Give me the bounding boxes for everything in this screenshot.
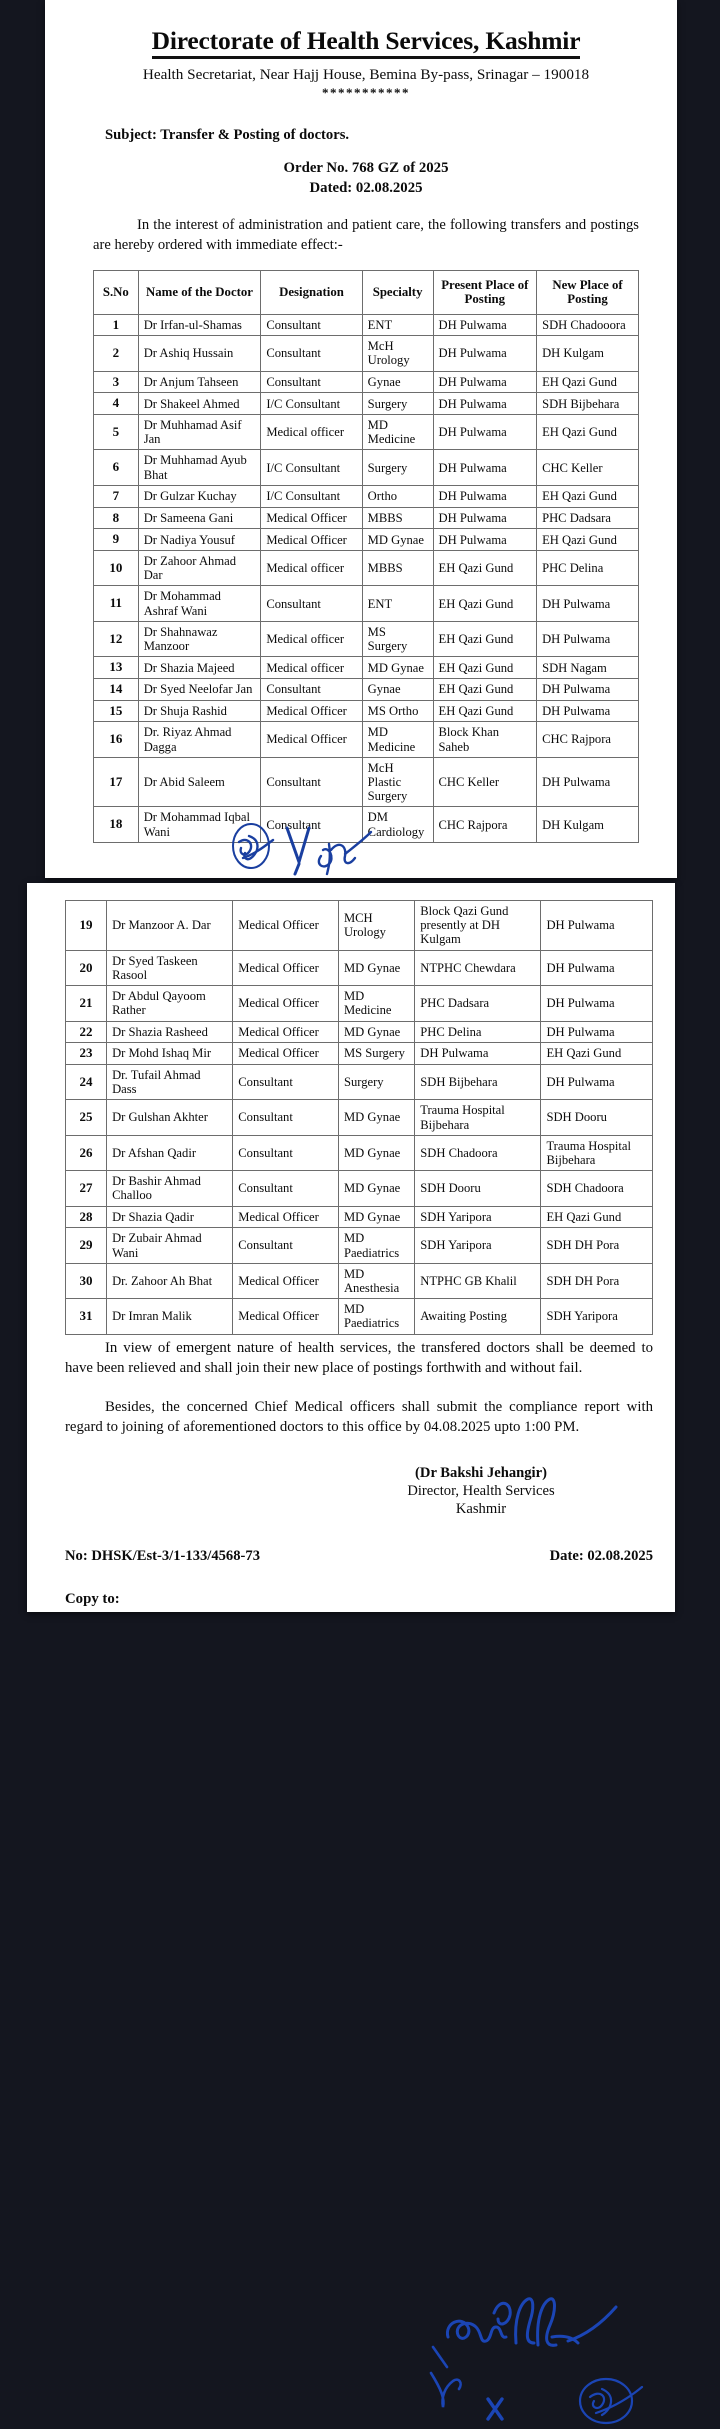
cell-present-posting: EH Qazi Gund [433, 657, 537, 679]
cell-specialty: MD Medicine [362, 722, 433, 757]
cell-present-posting: PHC Dadsara [415, 986, 541, 1021]
cell-designation: Medical Officer [233, 1021, 339, 1043]
table-row [66, 950, 653, 985]
cell-doctor-name: Dr Shahnawaz Manzoor [138, 621, 261, 656]
cell-new-posting: EH Qazi Gund [537, 371, 639, 393]
cell-sno: 26 [66, 1135, 107, 1170]
cell-sno: 9 [94, 529, 139, 551]
cell-new-posting: EH Qazi Gund [537, 485, 639, 507]
cell-specialty: MD Gynae [338, 1100, 414, 1135]
cell-present-posting: SDH Yaripora [415, 1228, 541, 1263]
cell-designation: Medical Officer [261, 700, 362, 722]
cell-new-posting: DH Pulwama [537, 700, 639, 722]
reference-number: No: DHSK/Est-3/1-133/4568-73 [65, 1547, 260, 1564]
cell-specialty: MBBS [362, 550, 433, 585]
cell-specialty: MD Medicine [362, 415, 433, 450]
cell-present-posting: SDH Yaripora [415, 1206, 541, 1228]
cell-sno: 29 [66, 1228, 107, 1263]
cell-designation: Medical Officer [261, 529, 362, 551]
cell-designation: Medical Officer [261, 722, 362, 757]
cell-specialty: ENT [362, 586, 433, 621]
column-header-new-posting: New Place of Posting [537, 270, 639, 314]
cell-new-posting: DH Pulwama [541, 1021, 653, 1043]
cell-present-posting: NTPHC Chewdara [415, 950, 541, 985]
cell-designation: Consultant [261, 757, 362, 807]
cell-designation: Consultant [233, 1135, 339, 1170]
cell-designation: Medical officer [261, 657, 362, 679]
transfer-table-page1 [93, 270, 639, 843]
cell-sno: 2 [94, 336, 139, 371]
cell-specialty: DM Cardiology [362, 807, 433, 842]
cell-specialty: MD Anesthesia [338, 1263, 414, 1298]
cell-present-posting: EH Qazi Gund [433, 586, 537, 621]
cell-specialty: Surgery [362, 393, 433, 415]
asterisk-divider: *********** [322, 85, 410, 101]
cell-present-posting: NTPHC GB Khalil [415, 1263, 541, 1298]
cell-new-posting: Trauma Hospital Bijbehara [541, 1135, 653, 1170]
cell-designation: Consultant [261, 371, 362, 393]
cell-sno: 14 [94, 678, 139, 700]
cell-designation: Medical officer [261, 621, 362, 656]
table-row [94, 807, 639, 842]
cell-doctor-name: Dr Bashir Ahmad Challoo [107, 1171, 233, 1206]
signatory-role: Director, Health Services [407, 1482, 555, 1499]
cell-doctor-name: Dr Shazia Majeed [138, 657, 261, 679]
cell-sno: 7 [94, 485, 139, 507]
transfer-table-page1-wrapper [93, 270, 639, 843]
cell-new-posting: SDH Nagam [537, 657, 639, 679]
order-date: Dated: 02.08.2025 [309, 179, 423, 196]
cell-sno: 5 [94, 415, 139, 450]
cell-doctor-name: Dr Imran Malik [107, 1299, 233, 1334]
transfer-table-page1-body [94, 314, 639, 842]
column-header-sno: S.No [94, 270, 139, 314]
cell-designation: Medical Officer [233, 950, 339, 985]
cell-present-posting: DH Pulwama [433, 336, 537, 371]
cell-specialty: MD Gynae [362, 657, 433, 679]
cell-sno: 31 [66, 1299, 107, 1334]
cell-designation: Consultant [261, 586, 362, 621]
table-row [66, 1100, 653, 1135]
cell-sno: 25 [66, 1100, 107, 1135]
table-row [94, 393, 639, 415]
cell-new-posting: SDH Dooru [541, 1100, 653, 1135]
table-row [66, 1043, 653, 1065]
cell-doctor-name: Dr Abid Saleem [138, 757, 261, 807]
cell-sno: 11 [94, 586, 139, 621]
cell-designation: Consultant [233, 1171, 339, 1206]
cell-specialty: MS Surgery [338, 1043, 414, 1065]
subject-line: Subject: Transfer & Posting of doctors. [105, 127, 350, 144]
cell-specialty: MD Gynae [338, 1135, 414, 1170]
cell-present-posting: DH Pulwama [415, 1043, 541, 1065]
order-number: Order No. 768 GZ of 2025 [283, 160, 449, 177]
cell-designation: Medical Officer [261, 507, 362, 529]
cell-present-posting: SDH Dooru [415, 1171, 541, 1206]
cell-present-posting: EH Qazi Gund [433, 621, 537, 656]
cell-designation: Medical Officer [233, 1263, 339, 1298]
office-address: Health Secretariat, Near Hajj House, Bemina By-pass, Srinagar – 190018 [142, 66, 590, 84]
cell-specialty: Gynae [362, 678, 433, 700]
cell-doctor-name: Dr Shakeel Ahmed [138, 393, 261, 415]
cell-specialty: MD Gynae [338, 1021, 414, 1043]
cell-present-posting: DH Pulwama [433, 485, 537, 507]
cell-new-posting: CHC Rajpora [537, 722, 639, 757]
table-row [94, 485, 639, 507]
cell-new-posting: DH Pulwama [537, 678, 639, 700]
cell-doctor-name: Dr Shazia Qadir [107, 1206, 233, 1228]
cell-doctor-name: Dr. Riyaz Ahmad Dagga [138, 722, 261, 757]
cell-present-posting: Block Khan Saheb [433, 722, 537, 757]
cell-doctor-name: Dr Gulshan Akhter [107, 1100, 233, 1135]
cell-specialty: McH Plastic Surgery [362, 757, 433, 807]
cell-sno: 8 [94, 507, 139, 529]
cell-new-posting: SDH DH Pora [541, 1263, 653, 1298]
cell-specialty: MD Gynae [338, 950, 414, 985]
cell-doctor-name: Dr Sameena Gani [138, 507, 261, 529]
cell-specialty: Ortho [362, 485, 433, 507]
table-row [94, 371, 639, 393]
cell-doctor-name: Dr Manzoor A. Dar [107, 901, 233, 951]
cell-designation: Consultant [261, 336, 362, 371]
cell-new-posting: CHC Keller [537, 450, 639, 485]
table-row [94, 757, 639, 807]
table-row [94, 657, 639, 679]
intro-paragraph: In the interest of administration and patient care, the following transfers and postings are hereby ordered with immediate effect:- [93, 216, 639, 253]
cell-specialty: MD Gynae [338, 1206, 414, 1228]
footer-date: Date: 02.08.2025 [549, 1547, 653, 1564]
cell-specialty: MBBS [362, 507, 433, 529]
cell-present-posting: CHC Rajpora [433, 807, 537, 842]
cell-new-posting: DH Kulgam [537, 807, 639, 842]
column-header-name: Name of the Doctor [138, 270, 261, 314]
cell-new-posting: EH Qazi Gund [537, 415, 639, 450]
cell-designation: Medical Officer [233, 1206, 339, 1228]
cell-new-posting: DH Pulwama [537, 586, 639, 621]
cell-present-posting: Awaiting Posting [415, 1299, 541, 1334]
cell-doctor-name: Dr Shuja Rashid [138, 700, 261, 722]
cell-new-posting: EH Qazi Gund [537, 529, 639, 551]
cell-doctor-name: Dr. Tufail Ahmad Dass [107, 1064, 233, 1099]
cell-new-posting: DH Pulwama [537, 757, 639, 807]
cell-sno: 10 [94, 550, 139, 585]
table-row [94, 586, 639, 621]
table-row [94, 507, 639, 529]
table-header-row [94, 270, 639, 314]
cell-sno: 18 [94, 807, 139, 842]
cell-present-posting: EH Qazi Gund [433, 700, 537, 722]
cell-specialty: McH Urology [362, 336, 433, 371]
cell-sno: 15 [94, 700, 139, 722]
cell-designation: Medical Officer [233, 1043, 339, 1065]
cell-sno: 1 [94, 314, 139, 336]
signatory-name: (Dr Bakshi Jehangir) [415, 1464, 547, 1481]
cell-new-posting: PHC Dadsara [537, 507, 639, 529]
cell-designation: Medical Officer [233, 901, 339, 951]
cell-new-posting: EH Qazi Gund [541, 1206, 653, 1228]
cell-specialty: MD Gynae [362, 529, 433, 551]
document-page-1 [45, 0, 677, 878]
cell-sno: 4 [94, 393, 139, 415]
cell-sno: 23 [66, 1043, 107, 1065]
cell-specialty: MD Gynae [338, 1171, 414, 1206]
cell-doctor-name: Dr Abdul Qayoom Rather [107, 986, 233, 1021]
cell-new-posting: SDH Bijbehara [537, 393, 639, 415]
cell-present-posting: DH Pulwama [433, 393, 537, 415]
cell-sno: 6 [94, 450, 139, 485]
cell-present-posting: Trauma Hospital Bijbehara [415, 1100, 541, 1135]
cell-present-posting: DH Pulwama [433, 314, 537, 336]
cell-designation: Medical officer [261, 550, 362, 585]
cell-new-posting: DH Pulwama [541, 986, 653, 1021]
cell-present-posting: SDH Bijbehara [415, 1064, 541, 1099]
cell-new-posting: DH Pulwama [537, 621, 639, 656]
cell-present-posting: EH Qazi Gund [433, 678, 537, 700]
signature-stamp-icon [572, 2373, 658, 2429]
cell-doctor-name: Dr Muhhamad Asif Jan [138, 415, 261, 450]
cell-specialty: MS Surgery [362, 621, 433, 656]
cell-new-posting: SDH Chadoora [541, 1171, 653, 1206]
table-row [66, 1064, 653, 1099]
document-page-2 [27, 883, 675, 1612]
cell-designation: Consultant [261, 314, 362, 336]
cell-doctor-name: Dr Mohammad Iqbal Wani [138, 807, 261, 842]
cell-new-posting: PHC Delina [537, 550, 639, 585]
cell-present-posting: DH Pulwama [433, 371, 537, 393]
cell-sno: 17 [94, 757, 139, 807]
cell-doctor-name: Dr Irfan-ul-Shamas [138, 314, 261, 336]
table-row [66, 901, 653, 951]
transfer-table-page2 [65, 900, 653, 1335]
table-row [66, 986, 653, 1021]
cell-present-posting: Block Qazi Gund presently at DH Kulgam [415, 901, 541, 951]
cell-specialty: Gynae [362, 371, 433, 393]
cell-specialty: ENT [362, 314, 433, 336]
cell-specialty: MCH Urology [338, 901, 414, 951]
cell-specialty: MD Medicine [338, 986, 414, 1021]
cell-designation: Consultant [261, 807, 362, 842]
cell-present-posting: CHC Keller [433, 757, 537, 807]
cell-doctor-name: Dr Afshan Qadir [107, 1135, 233, 1170]
table-row [66, 1171, 653, 1206]
cell-present-posting: EH Qazi Gund [433, 550, 537, 585]
cell-sno: 28 [66, 1206, 107, 1228]
cell-new-posting: DH Pulwama [541, 1064, 653, 1099]
table-row [66, 1299, 653, 1334]
cell-sno: 19 [66, 901, 107, 951]
cell-doctor-name: Dr Zubair Ahmad Wani [107, 1228, 233, 1263]
cell-present-posting: DH Pulwama [433, 529, 537, 551]
signature-tick-icon [482, 2395, 508, 2423]
cell-specialty: MD Paediatrics [338, 1299, 414, 1334]
cell-specialty: Surgery [338, 1064, 414, 1099]
table-row [94, 678, 639, 700]
cell-doctor-name: Dr Anjum Tahseen [138, 371, 261, 393]
table-row [66, 1263, 653, 1298]
signature-flourish-icon [425, 2343, 485, 2413]
cell-sno: 13 [94, 657, 139, 679]
cell-designation: Medical Officer [233, 986, 339, 1021]
cell-new-posting: SDH Chadooora [537, 314, 639, 336]
signatory-place: Kashmir [455, 1500, 507, 1517]
cell-doctor-name: Dr Syed Taskeen Rasool [107, 950, 233, 985]
cell-doctor-name: Dr Nadiya Yousuf [138, 529, 261, 551]
cell-present-posting: DH Pulwama [433, 415, 537, 450]
cell-sno: 12 [94, 621, 139, 656]
cell-doctor-name: Dr Gulzar Kuchay [138, 485, 261, 507]
table-row [66, 1228, 653, 1263]
table-row [94, 336, 639, 371]
cell-new-posting: SDH DH Pora [541, 1228, 653, 1263]
cell-sno: 16 [94, 722, 139, 757]
cell-designation: Medical Officer [233, 1299, 339, 1334]
cell-doctor-name: Dr Mohammad Ashraf Wani [138, 586, 261, 621]
cell-designation: I/C Consultant [261, 393, 362, 415]
cell-doctor-name: Dr Zahoor Ahmad Dar [138, 550, 261, 585]
cell-doctor-name: Dr. Zahoor Ah Bhat [107, 1263, 233, 1298]
cell-sno: 20 [66, 950, 107, 985]
cell-designation: Consultant [261, 678, 362, 700]
cell-new-posting: DH Pulwama [541, 950, 653, 985]
transfer-table-page2-body [66, 901, 653, 1335]
cell-sno: 22 [66, 1021, 107, 1043]
cell-new-posting: DH Pulwama [541, 901, 653, 951]
document-footer [65, 1548, 653, 1565]
column-header-designation: Designation [261, 270, 362, 314]
page-title: Directorate of Health Services, Kashmir [152, 26, 581, 59]
cell-present-posting: PHC Delina [415, 1021, 541, 1043]
cell-sno: 3 [94, 371, 139, 393]
cell-specialty: Surgery [362, 450, 433, 485]
relief-paragraph: In view of emergent nature of health services, the transfered doctors shall be deemed to have been relieved and shall join their new place of postings forthwith and without fail. [65, 1339, 653, 1376]
cell-sno: 21 [66, 986, 107, 1021]
table-row [94, 529, 639, 551]
cell-designation: Consultant [233, 1064, 339, 1099]
compliance-paragraph: Besides, the concerned Chief Medical officers shall submit the compliance report with regard to joining of aforementioned doctors to this office by 04.08.2025 upto 1:00 PM. [65, 1398, 653, 1435]
table-row [94, 700, 639, 722]
cell-doctor-name: Dr Muhhamad Ayub Bhat [138, 450, 261, 485]
cell-doctor-name: Dr Shazia Rasheed [107, 1021, 233, 1043]
cell-doctor-name: Dr Syed Neelofar Jan [138, 678, 261, 700]
table-row [66, 1206, 653, 1228]
cell-doctor-name: Dr Mohd Ishaq Mir [107, 1043, 233, 1065]
cell-present-posting: DH Pulwama [433, 450, 537, 485]
cell-doctor-name: Dr Ashiq Hussain [138, 336, 261, 371]
cell-specialty: MS Ortho [362, 700, 433, 722]
table-row [94, 415, 639, 450]
cell-specialty: MD Paediatrics [338, 1228, 414, 1263]
cell-present-posting: DH Pulwama [433, 507, 537, 529]
cell-present-posting: SDH Chadoora [415, 1135, 541, 1170]
column-header-present-posting: Present Place of Posting [433, 270, 537, 314]
cell-sno: 24 [66, 1064, 107, 1099]
table-row [66, 1135, 653, 1170]
director-signature-icon [442, 2291, 642, 2357]
cell-sno: 27 [66, 1171, 107, 1206]
cell-new-posting: DH Kulgam [537, 336, 639, 371]
table-row [94, 621, 639, 656]
cell-sno: 30 [66, 1263, 107, 1298]
document-header [93, 26, 639, 59]
column-header-specialty: Specialty [362, 270, 433, 314]
cell-new-posting: SDH Yaripora [541, 1299, 653, 1334]
table-row [94, 722, 639, 757]
cell-designation: I/C Consultant [261, 485, 362, 507]
cell-designation: Medical officer [261, 415, 362, 450]
table-row [66, 1021, 653, 1043]
cell-new-posting: EH Qazi Gund [541, 1043, 653, 1065]
copy-to-label: Copy to: [65, 1590, 120, 1607]
table-row [94, 550, 639, 585]
cell-designation: I/C Consultant [261, 450, 362, 485]
signature-block [331, 1464, 631, 1518]
table-row [94, 450, 639, 485]
cell-designation: Consultant [233, 1100, 339, 1135]
table-row [94, 314, 639, 336]
cell-designation: Consultant [233, 1228, 339, 1263]
